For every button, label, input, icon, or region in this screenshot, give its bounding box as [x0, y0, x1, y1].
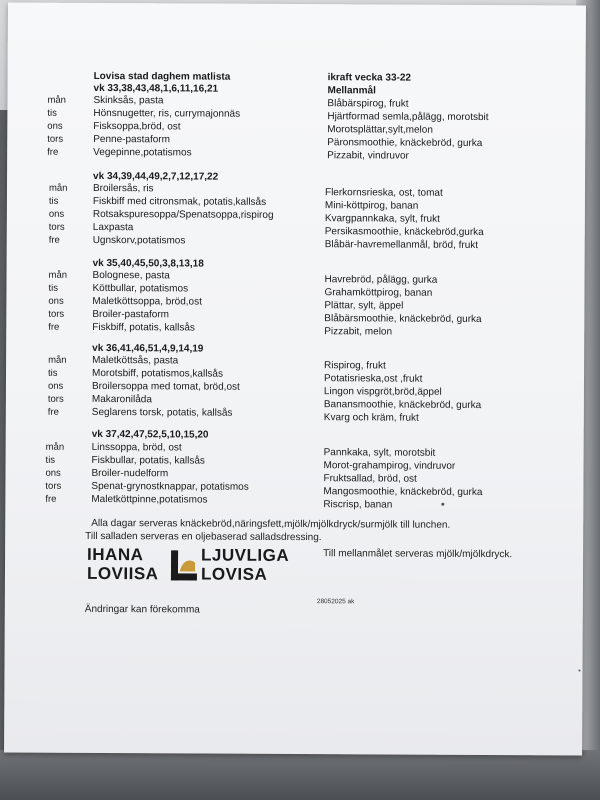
week-label: vk 33,38,43,48,1,6,11,16,21	[93, 82, 219, 95]
validity-label: ikraft vecka 33-22	[327, 72, 412, 84]
snack-item: Morotsplättar,sylt,melon	[327, 124, 433, 136]
day-label: ons	[47, 380, 64, 392]
lunch-item: Maletköttpinne,potatismos	[91, 493, 208, 506]
lunch-note-line-2: Till salladen serveras en oljebaserad salladsdressing.	[85, 530, 322, 544]
snack-item: Hjärtformad semla,pålägg, morotsbit	[327, 111, 489, 124]
snack-item: Persikasmoothie, knäckebröd,gurka	[324, 226, 484, 238]
week-label: vk 36,41,46,51,4,9,14,19	[92, 342, 204, 355]
lunch-item: Seglarens torsk, potatis, kallsås	[91, 406, 233, 419]
snack-item: Lingon vispgröt,bröd,äppel	[323, 386, 442, 398]
lunch-item: Köttbullar, potatismos	[92, 282, 189, 295]
day-label: tis	[48, 282, 59, 294]
lunch-item: Fiskbiff, potatis, kallsås	[92, 321, 195, 334]
day-label: mån	[48, 182, 68, 194]
day-label: mån	[45, 441, 65, 453]
snack-item: Riscrisp, banan	[323, 499, 393, 511]
lunch-item: Maletköttsoppa, bröd,ost	[92, 295, 202, 308]
document-code: 28052025 ak	[316, 598, 355, 606]
snack-item: Blåbär-havremellanmål, bröd, frukt	[324, 239, 479, 251]
snack-item: Kvargpannkaka, sylt, frukt	[324, 213, 440, 225]
snack-note: Till mellanmålet serveras mjölk/mjölkdryck.	[323, 548, 513, 561]
lunch-item: Laxpasta	[92, 221, 134, 234]
snack-item: Päronsmoothie, knäckebröd, gurka	[327, 137, 483, 149]
day-label: tors	[47, 393, 64, 405]
lunch-item: Makaronilåda	[91, 393, 152, 406]
day-label: fre	[47, 406, 59, 418]
lunch-item: Ugnskorv,potatismos	[92, 234, 186, 247]
ihana-loviisa-ljuvliga-lovisa-logo	[86, 544, 290, 587]
snack-item: Pizzabit, vindruvor	[327, 150, 409, 162]
week-label: vk 37,42,47,52,5,10,15,20	[91, 428, 209, 441]
snack-item: Pizzabit, melon	[324, 326, 393, 338]
day-label: mån	[48, 269, 68, 281]
changes-note: Ändringar kan förekomma	[84, 603, 200, 616]
lunch-item: Vegepinne,potatismos	[93, 146, 192, 159]
lunch-item: Morotsbiff, potatismos,kallsås	[91, 367, 224, 380]
menu-title: Lovisa stad daghem matlista	[93, 70, 231, 83]
day-label: fre	[48, 234, 60, 246]
lunch-note-line-1: Alla dagar serveras knäckebröd,näringsfett,mjölk/mjölkdryck/surmjölk till lunchen.	[91, 517, 451, 531]
snack-item: Grahamköttpirog, banan	[324, 287, 433, 299]
lunch-item: Broiler-pastaform	[92, 308, 170, 321]
snack-item: Blåbärsmoothie, knäckebröd, gurka	[324, 313, 482, 325]
day-label: fre	[45, 493, 57, 505]
snack-item: Mini-köttpirog, banan	[324, 200, 419, 212]
logo-word: LOVISA	[200, 564, 268, 584]
snack-item: Rispirog, frukt	[324, 360, 386, 372]
lunch-item: Hönsnugetter, ris, currymajonnäs	[93, 107, 241, 120]
snack-item: Fruktsallad, bröd, ost	[323, 473, 417, 485]
lunch-item: Maletköttsås, pasta	[92, 354, 179, 367]
day-label: ons	[48, 208, 65, 220]
lunch-item: Broilersoppa med tomat, bröd,ost	[91, 380, 240, 393]
snack-item: Havrebröd, pålägg, gurka	[324, 274, 438, 286]
day-label: fre	[48, 321, 60, 333]
lunch-item: Spenat-grynostknappar, potatismos	[91, 480, 249, 493]
day-label: tis	[47, 367, 58, 379]
day-label: tors	[45, 480, 62, 492]
day-label: tis	[48, 195, 59, 207]
day-label: fre	[47, 146, 59, 158]
day-label: tis	[47, 107, 57, 119]
day-label: mån	[47, 94, 66, 106]
background-surface-bottom	[0, 750, 600, 800]
logo-l-mark-icon	[169, 548, 199, 582]
logo-word: LJUVLIGA	[201, 545, 290, 565]
day-label: tors	[47, 133, 64, 145]
lunch-item: Fiskbullar, potatis, kallsås	[91, 454, 205, 467]
snack-item: Flerkornsrieska, ost, tomat	[324, 187, 443, 199]
snack-item: Kvarg och kräm, frukt	[323, 412, 419, 424]
lunch-item: Penne-pastaform	[93, 133, 170, 146]
day-label: ons	[48, 295, 64, 307]
lunch-item: Fiskbiff med citronsmak, potatis,kallsås	[92, 195, 267, 208]
day-label: tors	[48, 221, 65, 233]
lunch-item: Fisksoppa,bröd, ost	[93, 120, 181, 133]
week-label: vk 35,40,45,50,3,8,13,18	[92, 257, 204, 270]
lunch-item: Rotsakspuresoppa/Spenatsoppa,rispirog	[92, 208, 274, 221]
day-label: ons	[45, 467, 61, 479]
paper-speck	[578, 669, 580, 671]
logo-word: LOVIISA	[86, 563, 159, 584]
paper-speck	[441, 503, 444, 506]
week-label: vk 34,39,44,49,2,7,12,17,22	[93, 170, 219, 183]
lunch-item: Bolognese, pasta	[92, 269, 170, 282]
day-label: ons	[47, 120, 63, 132]
snack-item: Banansmoothie, knäckebröd, gurka	[323, 399, 482, 411]
day-label: tis	[45, 454, 56, 466]
snack-item: Plättar, sylt, äppel	[324, 300, 404, 312]
snack-item: Pannkaka, sylt, morotsbit	[323, 447, 436, 459]
logo-word: IHANA	[87, 544, 144, 565]
snack-item: Morot-grahampirog, vindruvor	[323, 460, 456, 472]
day-label: tors	[48, 308, 65, 320]
snack-item: Potatisrieska,ost ,frukt	[323, 373, 423, 385]
lunch-item: Skinksås, pasta	[93, 94, 164, 107]
snack-item: Blåbärspirog, frukt	[327, 98, 409, 110]
snack-heading: Mellanmål	[327, 85, 376, 97]
lunch-item: Broiler-nudelform	[91, 467, 169, 480]
lunch-item: Linssoppa, bröd, ost	[91, 441, 182, 454]
lunch-item: Broilersås, ris	[92, 182, 154, 195]
menu-paper-sheet	[4, 2, 586, 755]
snack-item: Mangosmoothie, knäckebröd, gurka	[323, 486, 483, 498]
day-label: mån	[48, 354, 67, 366]
